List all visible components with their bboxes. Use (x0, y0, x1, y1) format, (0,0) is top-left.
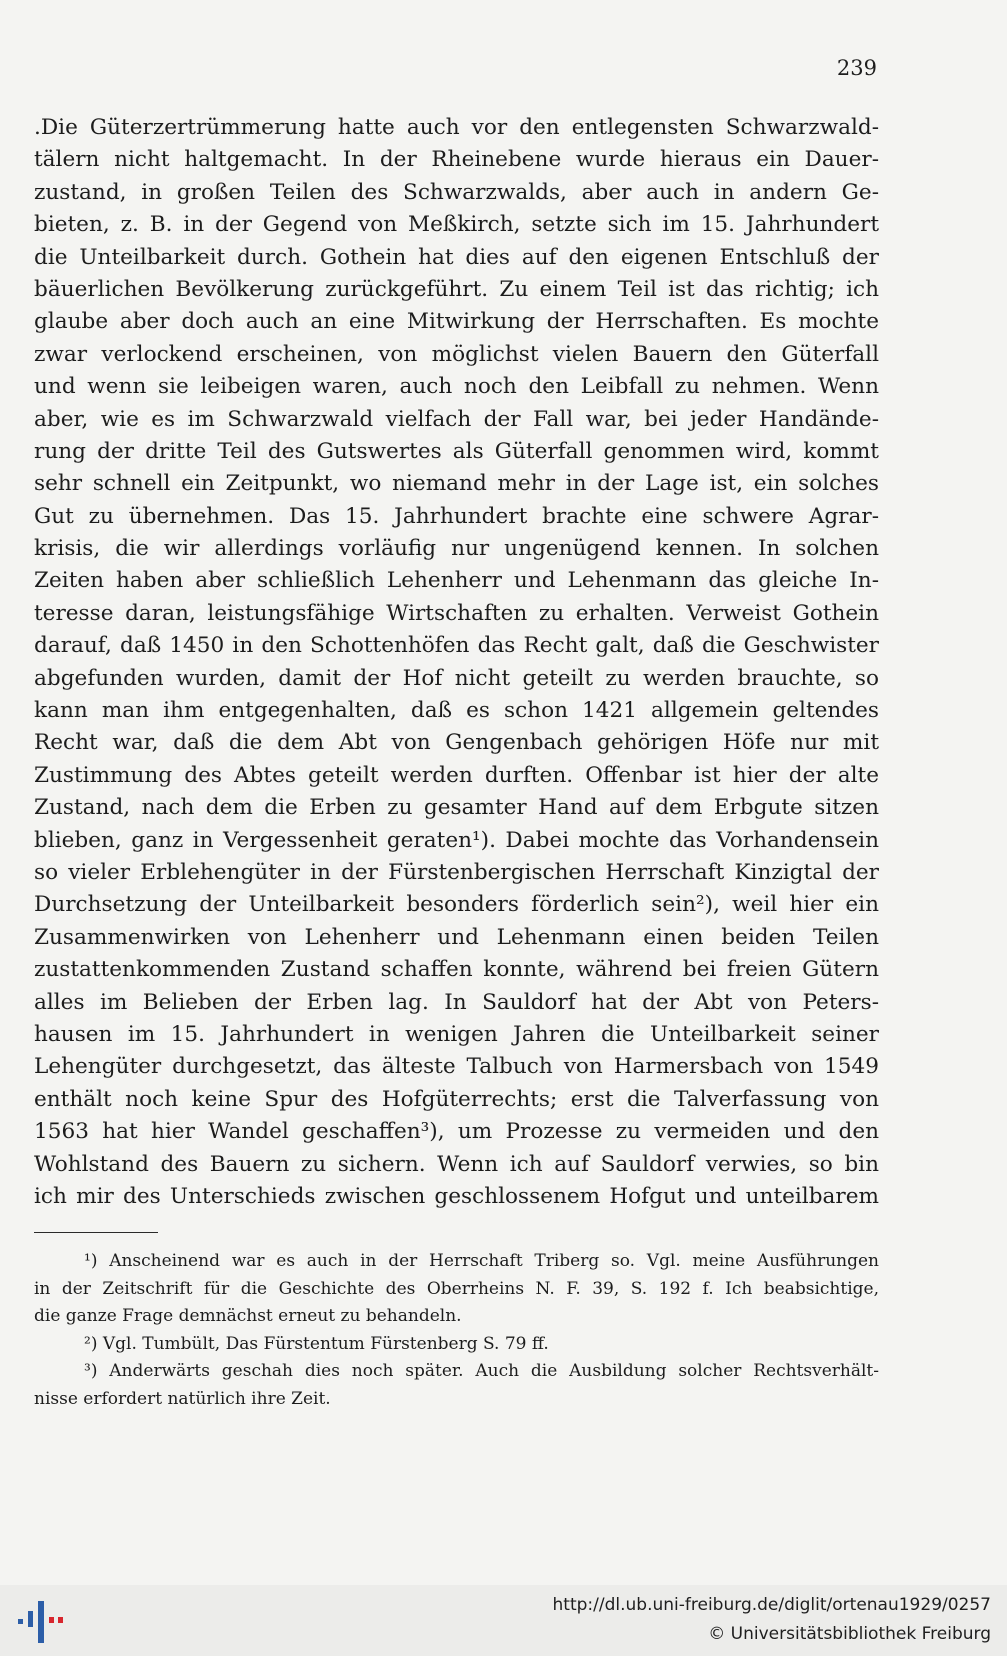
text-line: und wenn sie leibeigen waren, auch noch den Leibfall zu nehmen. Wenn (34, 374, 879, 400)
text-line: die Unteilbarkeit durch. Gothein hat dies auf den eigenen Entschluß der (34, 244, 879, 270)
text-line: bieten, z. B. in der Gegend von Meßkirch, setzte sich im 15. Jahrhundert (34, 212, 879, 238)
ub-freiburg-logo-icon (14, 1599, 66, 1645)
text-line: glaube aber doch auch an eine Mitwirkung der Herrschaften. Es mochte (34, 309, 879, 335)
footnote-line: die ganze Frage demnächst erneut zu behandeln. (34, 1306, 462, 1327)
copyright-notice: © Universitätsbibliothek Freiburg (708, 1624, 991, 1644)
text-line: Durchsetzung der Unteilbarkeit besonders förderlich sein²), weil hier ein (34, 892, 879, 918)
footnote-divider (34, 1232, 158, 1233)
text-line: .Die Güterzertrümmerung hatte auch vor den entlegensten Schwarzwald- (34, 115, 879, 140)
text-line: zustand, in großen Teilen des Schwarzwalds, aber auch in andern Ge- (34, 179, 879, 205)
text-line: enthält noch keine Spur des Hofgüterrechts; erst die Talverfassung von (34, 1086, 879, 1112)
text-line: ich mir des Unterschieds zwischen geschlossenem Hofgut und unteilbarem (34, 1183, 879, 1209)
text-line: hausen im 15. Jahrhundert in wenigen Jahren die Unteilbarkeit seiner (34, 1021, 879, 1047)
page-number: 239 (836, 56, 877, 80)
text-line: Zustand, nach dem die Erben zu gesamter Hand auf dem Erbgute sitzen (34, 795, 879, 821)
footnote-line: ³) Anderwärts geschah dies noch später. Auch die Ausbildung solcher Rechtsverhält- (84, 1361, 879, 1382)
text-line: tälern nicht haltgemacht. In der Rheinebene wurde hieraus ein Dauer- (34, 147, 879, 173)
body-text (34, 112, 879, 1213)
text-line: aber, wie es im Schwarzwald vielfach der Fall war, bei jeder Handände- (34, 406, 879, 432)
text-line: Wohlstand des Bauern zu sichern. Wenn ich auf Sauldorf verwies, so bin (34, 1151, 879, 1177)
footnote-line: in der Zeitschrift für die Geschichte des Oberrheins N. F. 39, S. 192 f. Ich beabsichtige, (34, 1278, 879, 1299)
viewer-footer (0, 1585, 1007, 1656)
text-line: bäuerlichen Bevölkerung zurückgeführt. Zu einem Teil ist das richtig; ich (34, 276, 879, 302)
text-line: Zustimmung des Abtes geteilt werden durften. Offenbar ist hier der alte (34, 762, 879, 788)
text-line: 1563 hat hier Wandel geschaffen³), um Prozesse zu vermeiden und den (34, 1119, 879, 1145)
text-line: teresse daran, leistungsfähige Wirtschaften zu erhalten. Verweist Gothein (34, 600, 879, 626)
text-line: kann man ihm entgegenhalten, daß es schon 1421 allgemein geltendes (34, 698, 879, 724)
text-line: darauf, daß 1450 in den Schottenhöfen das Recht galt, daß die Geschwister (34, 633, 879, 659)
text-line: zustattenkommenden Zustand schaffen konnte, während bei freien Gütern (34, 957, 879, 983)
footnote-line: nisse erfordert natürlich ihre Zeit. (34, 1388, 331, 1409)
text-line: Zeiten haben aber schließlich Lehenherr und Lehenmann das gleiche In- (34, 568, 879, 594)
text-line: rung der dritte Teil des Gutswertes als Güterfall genommen wird, kommt (34, 438, 879, 464)
text-line: krisis, die wir allerdings vorläufig nur ungenügend kennen. In solchen (34, 536, 879, 562)
text-line: Lehengüter durchgesetzt, das älteste Talbuch von Harmersbach von 1549 (34, 1054, 879, 1080)
permalink-url[interactable]: http://dl.ub.uni-freiburg.de/diglit/ortenau1929/0257 (552, 1595, 991, 1615)
footnotes (34, 1248, 879, 1414)
footnote-line: ²) Vgl. Tumbült, Das Fürstentum Fürstenberg S. 79 ff. (84, 1333, 549, 1354)
text-line: zwar verlockend erscheinen, von möglichst vielen Bauern den Güterfall (34, 341, 879, 367)
footnote-line: ¹) Anscheinend war es auch in der Herrschaft Triberg so. Vgl. meine Ausführungen (84, 1251, 879, 1271)
text-line: Gut zu übernehmen. Das 15. Jahrhundert brachte eine schwere Agrar- (34, 503, 879, 529)
text-line: alles im Belieben der Erben lag. In Sauldorf hat der Abt von Peters- (34, 989, 879, 1015)
text-line: blieben, ganz in Vergessenheit geraten¹). Dabei mochte das Vorhandensein (34, 827, 879, 853)
text-line: Recht war, daß die dem Abt von Gengenbach gehörigen Höfe nur mit (34, 730, 879, 756)
text-line: abgefunden wurden, damit der Hof nicht geteilt zu werden brauchte, so (34, 665, 879, 691)
text-line: sehr schnell ein Zeitpunkt, wo niemand mehr in der Lage ist, ein solches (34, 471, 879, 497)
text-line: Zusammenwirken von Lehenherr und Lehenmann einen beiden Teilen (34, 924, 879, 950)
text-line: so vieler Erblehengüter in der Fürstenbergischen Herrschaft Kinzigtal der (34, 859, 879, 885)
